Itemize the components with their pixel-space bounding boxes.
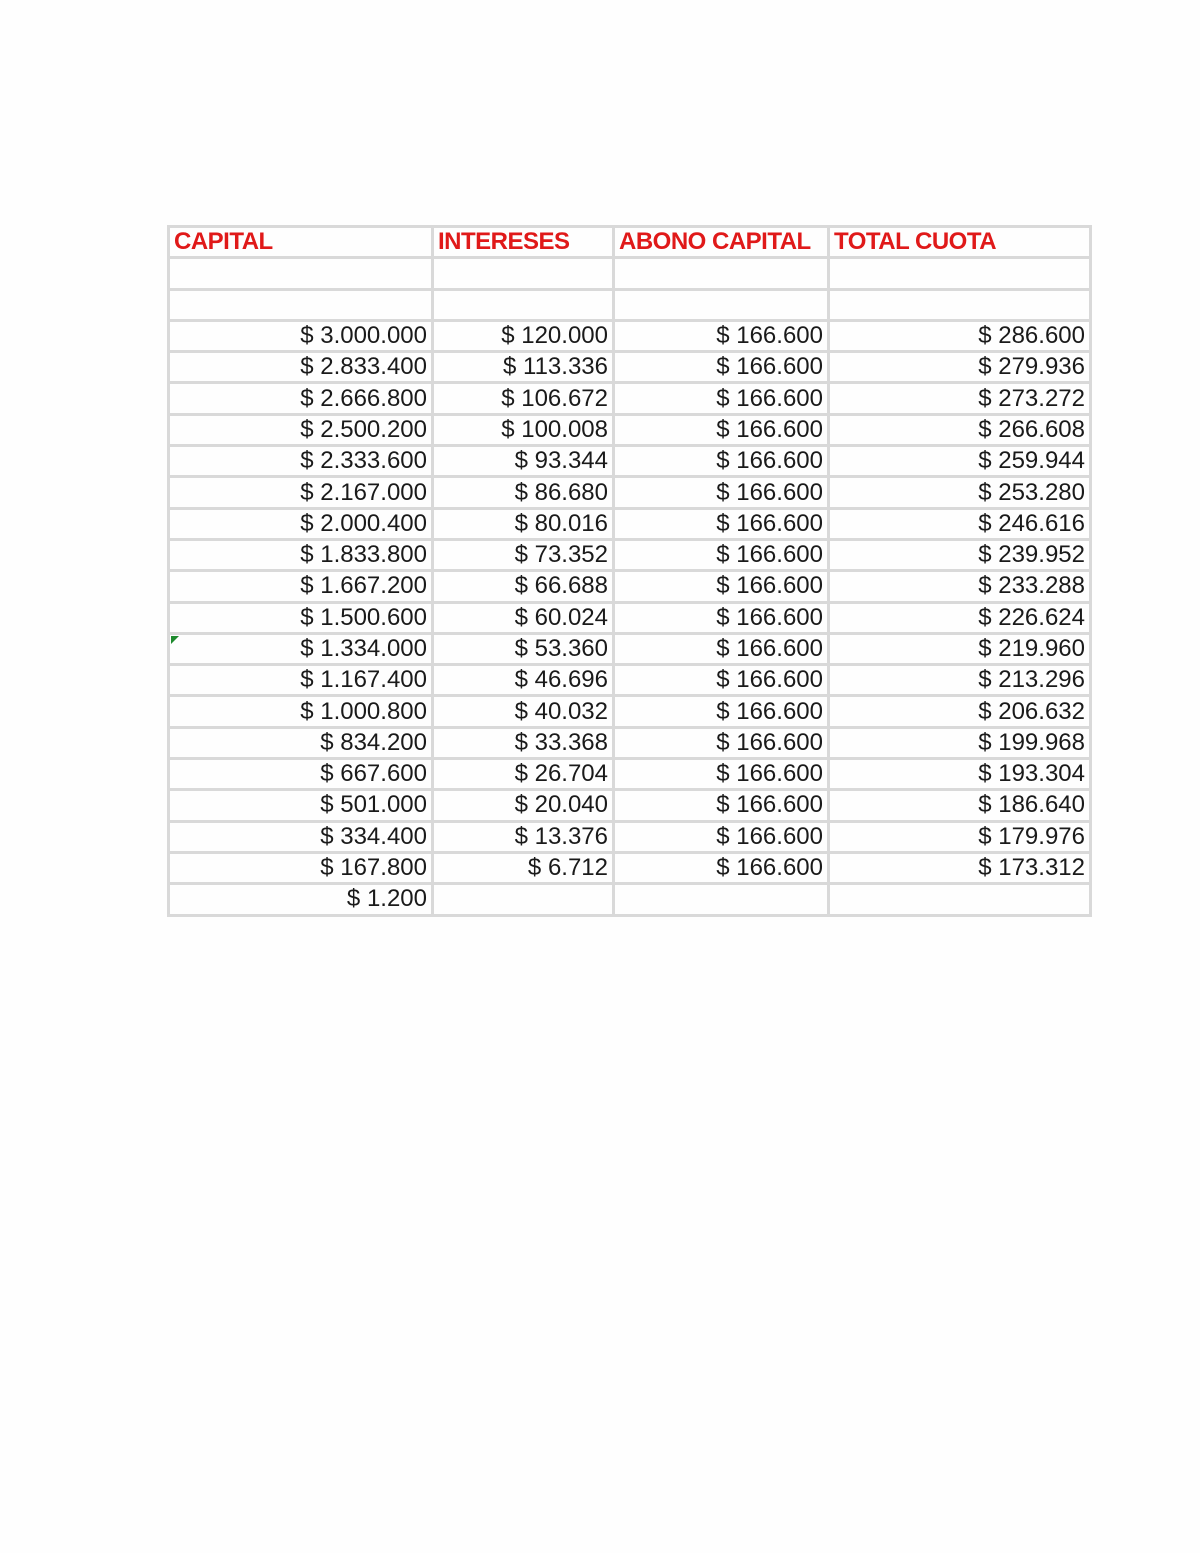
cell-capital[interactable]: $ 3.000.000 <box>169 320 433 351</box>
cell-abono-capital[interactable]: $ 166.600 <box>614 352 829 383</box>
cell-capital[interactable]: $ 167.800 <box>169 852 433 883</box>
cell-total-cuota[interactable]: $ 266.608 <box>829 414 1091 445</box>
cell-intereses[interactable]: $ 46.696 <box>433 665 614 696</box>
cell-capital[interactable]: $ 1.000.800 <box>169 696 433 727</box>
cell-abono-capital[interactable]: $ 166.600 <box>614 633 829 664</box>
cell-total-cuota[interactable]: $ 273.272 <box>829 383 1091 414</box>
cell-abono-capital[interactable]: $ 166.600 <box>614 446 829 477</box>
cell-capital[interactable]: $ 2.167.000 <box>169 477 433 508</box>
table-row <box>169 884 1091 915</box>
cell-capital[interactable]: $ 2.833.400 <box>169 352 433 383</box>
cell-intereses[interactable]: $ 40.032 <box>433 696 614 727</box>
cell-abono-capital[interactable] <box>614 884 829 915</box>
cell-intereses[interactable]: $ 93.344 <box>433 446 614 477</box>
error-indicator-icon[interactable] <box>171 636 179 644</box>
cell-abono-capital[interactable]: $ 166.600 <box>614 414 829 445</box>
amortization-table <box>167 225 1092 917</box>
table-row <box>169 633 1091 664</box>
header-intereses[interactable]: INTERESES <box>433 227 614 258</box>
cell-intereses[interactable] <box>433 258 614 289</box>
cell-abono-capital[interactable]: $ 166.600 <box>614 477 829 508</box>
table-row <box>169 352 1091 383</box>
cell-capital[interactable]: $ 834.200 <box>169 727 433 758</box>
cell-intereses[interactable]: $ 66.688 <box>433 571 614 602</box>
header-capital[interactable]: CAPITAL <box>169 227 433 258</box>
cell-capital[interactable]: $ 501.000 <box>169 790 433 821</box>
cell-total-cuota[interactable] <box>829 884 1091 915</box>
table-body <box>169 227 1091 916</box>
cell-intereses[interactable]: $ 113.336 <box>433 352 614 383</box>
cell-intereses[interactable] <box>433 884 614 915</box>
cell-abono-capital[interactable]: $ 166.600 <box>614 665 829 696</box>
cell-capital[interactable] <box>169 258 433 289</box>
cell-capital[interactable] <box>169 289 433 320</box>
table-row <box>169 258 1091 289</box>
cell-abono-capital[interactable]: $ 166.600 <box>614 759 829 790</box>
cell-abono-capital[interactable]: $ 166.600 <box>614 852 829 883</box>
cell-total-cuota[interactable]: $ 186.640 <box>829 790 1091 821</box>
cell-intereses[interactable]: $ 100.008 <box>433 414 614 445</box>
table-row <box>169 446 1091 477</box>
table-row <box>169 289 1091 320</box>
cell-total-cuota[interactable]: $ 179.976 <box>829 821 1091 852</box>
cell-total-cuota[interactable]: $ 206.632 <box>829 696 1091 727</box>
cell-abono-capital[interactable]: $ 166.600 <box>614 571 829 602</box>
cell-capital[interactable]: $ 1.200 <box>169 884 433 915</box>
cell-abono-capital[interactable]: $ 166.600 <box>614 508 829 539</box>
cell-total-cuota[interactable]: $ 246.616 <box>829 508 1091 539</box>
cell-intereses[interactable]: $ 106.672 <box>433 383 614 414</box>
cell-capital[interactable]: $ 2.333.600 <box>169 446 433 477</box>
cell-capital[interactable]: $ 1.167.400 <box>169 665 433 696</box>
cell-total-cuota[interactable] <box>829 258 1091 289</box>
cell-capital[interactable]: $ 2.500.200 <box>169 414 433 445</box>
cell-intereses[interactable]: $ 73.352 <box>433 539 614 570</box>
cell-intereses[interactable]: $ 86.680 <box>433 477 614 508</box>
cell-total-cuota[interactable]: $ 286.600 <box>829 320 1091 351</box>
cell-capital[interactable]: $ 667.600 <box>169 759 433 790</box>
cell-total-cuota[interactable]: $ 233.288 <box>829 571 1091 602</box>
cell-capital[interactable]: $ 2.000.400 <box>169 508 433 539</box>
cell-capital[interactable]: $ 1.667.200 <box>169 571 433 602</box>
cell-intereses[interactable]: $ 60.024 <box>433 602 614 633</box>
table-row <box>169 790 1091 821</box>
cell-total-cuota[interactable]: $ 173.312 <box>829 852 1091 883</box>
cell-abono-capital[interactable]: $ 166.600 <box>614 821 829 852</box>
cell-capital[interactable]: $ 2.666.800 <box>169 383 433 414</box>
cell-total-cuota[interactable] <box>829 289 1091 320</box>
cell-capital[interactable]: $ 334.400 <box>169 821 433 852</box>
cell-capital[interactable]: $ 1.833.800 <box>169 539 433 570</box>
cell-abono-capital[interactable] <box>614 289 829 320</box>
cell-intereses[interactable] <box>433 289 614 320</box>
table-row <box>169 320 1091 351</box>
cell-total-cuota[interactable]: $ 259.944 <box>829 446 1091 477</box>
cell-abono-capital[interactable]: $ 166.600 <box>614 320 829 351</box>
cell-abono-capital[interactable]: $ 166.600 <box>614 727 829 758</box>
table-row <box>169 602 1091 633</box>
table-row <box>169 508 1091 539</box>
table-row <box>169 727 1091 758</box>
table-row <box>169 852 1091 883</box>
cell-abono-capital[interactable] <box>614 258 829 289</box>
cell-total-cuota[interactable]: $ 226.624 <box>829 602 1091 633</box>
table-row <box>169 477 1091 508</box>
cell-capital[interactable]: $ 1.500.600 <box>169 602 433 633</box>
table-row <box>169 759 1091 790</box>
cell-total-cuota[interactable]: $ 239.952 <box>829 539 1091 570</box>
table-row <box>169 414 1091 445</box>
cell-abono-capital[interactable]: $ 166.600 <box>614 602 829 633</box>
cell-total-cuota[interactable]: $ 219.960 <box>829 633 1091 664</box>
cell-total-cuota[interactable]: $ 193.304 <box>829 759 1091 790</box>
table-row <box>169 821 1091 852</box>
cell-intereses[interactable]: $ 26.704 <box>433 759 614 790</box>
table-row <box>169 665 1091 696</box>
table-row <box>169 571 1091 602</box>
cell-total-cuota[interactable]: $ 253.280 <box>829 477 1091 508</box>
cell-total-cuota[interactable]: $ 199.968 <box>829 727 1091 758</box>
table-row <box>169 696 1091 727</box>
cell-abono-capital[interactable]: $ 166.600 <box>614 790 829 821</box>
cell-total-cuota[interactable]: $ 213.296 <box>829 665 1091 696</box>
cell-intereses[interactable]: $ 120.000 <box>433 320 614 351</box>
table-row <box>169 383 1091 414</box>
cell-intereses[interactable]: $ 20.040 <box>433 790 614 821</box>
cell-abono-capital[interactable]: $ 166.600 <box>614 383 829 414</box>
cell-text: $ 1.334.000 <box>300 635 427 662</box>
cell-abono-capital[interactable]: $ 166.600 <box>614 539 829 570</box>
cell-intereses[interactable]: $ 80.016 <box>433 508 614 539</box>
cell-intereses[interactable]: $ 13.376 <box>433 821 614 852</box>
cell-capital[interactable] <box>169 633 433 664</box>
header-row <box>169 227 1091 258</box>
header-total-cuota[interactable]: TOTAL CUOTA <box>829 227 1091 258</box>
header-abono-capital[interactable]: ABONO CAPITAL <box>614 227 829 258</box>
table-row <box>169 539 1091 570</box>
cell-intereses[interactable]: $ 6.712 <box>433 852 614 883</box>
cell-intereses[interactable]: $ 53.360 <box>433 633 614 664</box>
cell-total-cuota[interactable]: $ 279.936 <box>829 352 1091 383</box>
cell-abono-capital[interactable]: $ 166.600 <box>614 696 829 727</box>
cell-intereses[interactable]: $ 33.368 <box>433 727 614 758</box>
